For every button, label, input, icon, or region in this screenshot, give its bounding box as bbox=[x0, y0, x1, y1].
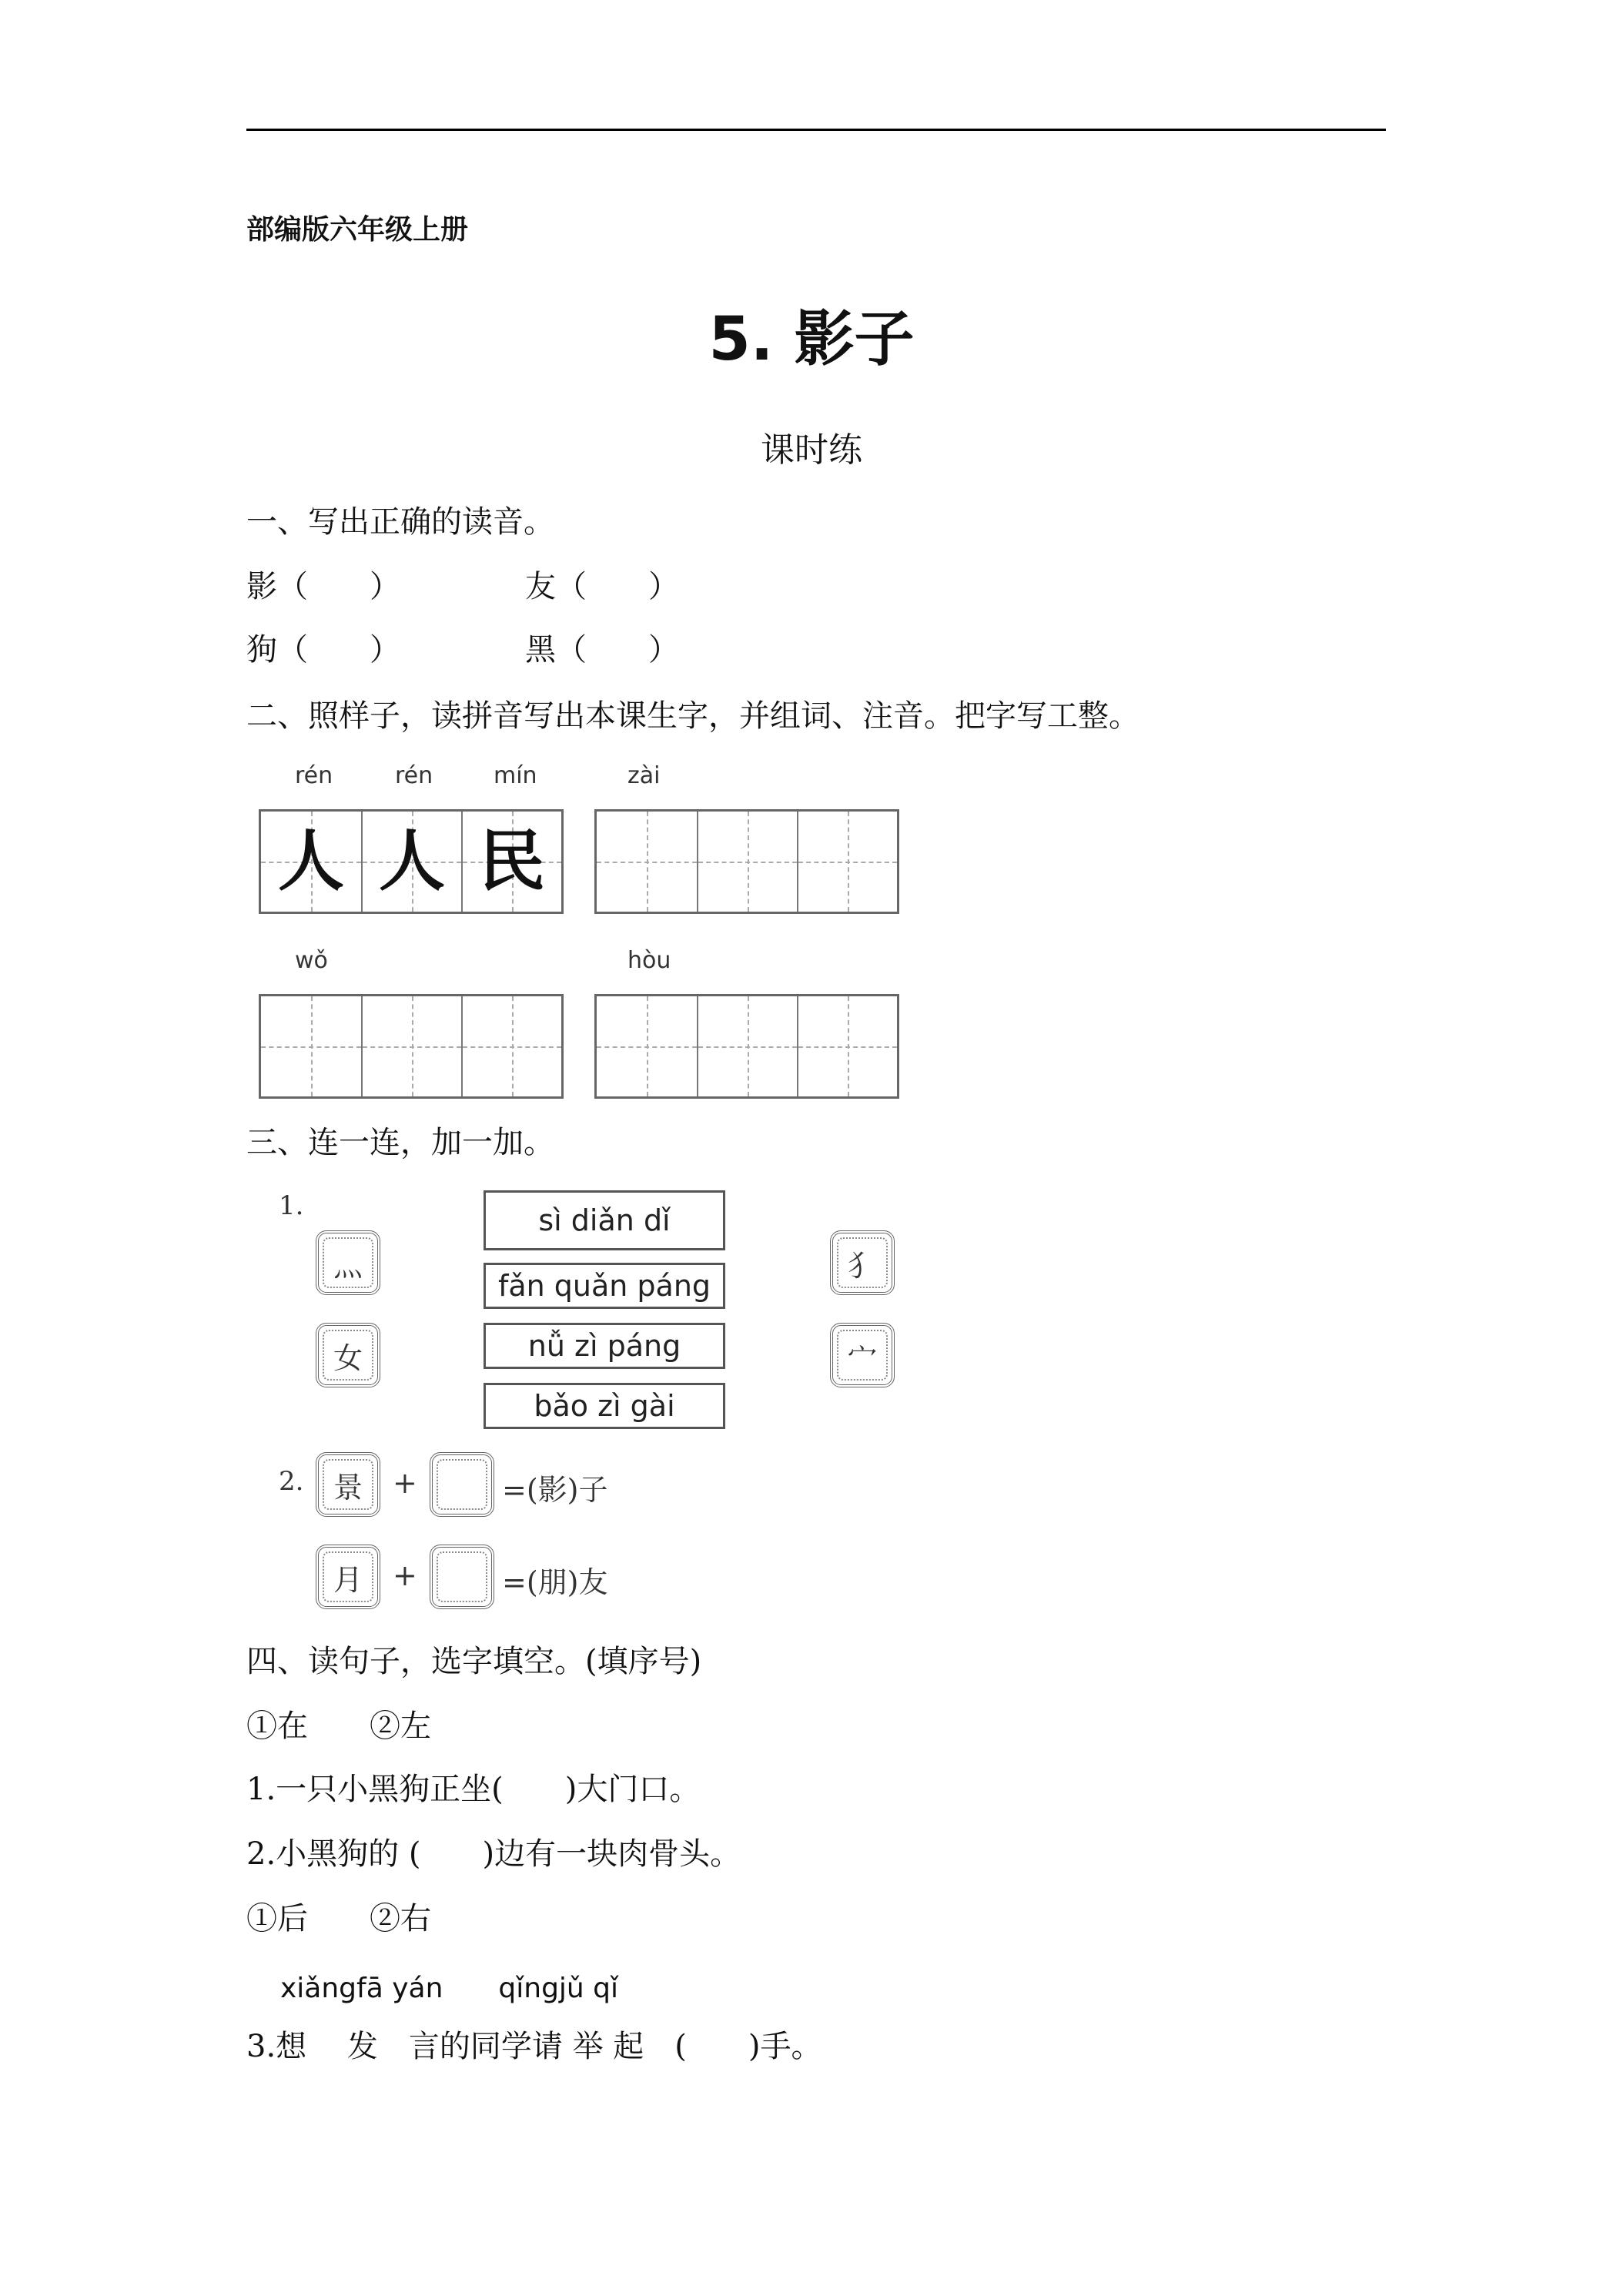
answer-frame[interactable] bbox=[430, 1545, 494, 1609]
question-1: 1.一只小黑狗正坐( )大门口。 bbox=[246, 1772, 701, 1807]
pinyin-label: zài bbox=[627, 762, 661, 789]
writing-cell bbox=[261, 812, 361, 912]
choice-options: ①后 ②右 bbox=[246, 1901, 431, 1936]
addend-frame bbox=[316, 1452, 380, 1517]
addend-frame bbox=[316, 1545, 380, 1609]
example-writing-grid bbox=[259, 809, 564, 914]
section3-heading: 三、连一连，加一加。 bbox=[246, 1125, 554, 1160]
question-3: 3.想 发 言的同学请 举 起 ( )手。 bbox=[246, 2029, 822, 2064]
question-2: 2.小黑狗的 ( )边有一块肉骨头。 bbox=[246, 1836, 741, 1872]
plus-sign: + bbox=[393, 1466, 417, 1500]
writing-cell bbox=[361, 812, 461, 912]
writing-cell[interactable] bbox=[597, 812, 697, 912]
writing-cell[interactable] bbox=[697, 996, 797, 1096]
pinyin-label: wǒ bbox=[295, 947, 328, 974]
equation-result: =(朋)友 bbox=[502, 1565, 608, 1599]
answer-frame[interactable] bbox=[430, 1452, 494, 1517]
pinyin-option-box[interactable]: nǚ zì páng bbox=[484, 1323, 725, 1369]
writing-cell[interactable] bbox=[797, 812, 897, 912]
writing-cell[interactable] bbox=[261, 996, 361, 1096]
pinyin-label: rén bbox=[295, 762, 333, 789]
radical-frame-left[interactable] bbox=[316, 1230, 380, 1295]
subtitle: 课时练 bbox=[761, 430, 862, 470]
plus-sign: + bbox=[393, 1558, 417, 1592]
writing-cell[interactable] bbox=[461, 996, 561, 1096]
pinyin-option-box[interactable]: bǎo zì gài bbox=[484, 1383, 725, 1429]
pinyin-label: hòu bbox=[627, 947, 671, 974]
reading-item: 影（ ） bbox=[246, 569, 400, 604]
section2-heading: 二、照样子，读拼音写出本课生字，并组词、注音。把字写工整。 bbox=[246, 698, 1139, 734]
radical-frame-right[interactable] bbox=[830, 1323, 895, 1387]
writing-cell[interactable] bbox=[597, 996, 697, 1096]
pinyin-label: rén bbox=[395, 762, 433, 789]
writing-cell[interactable] bbox=[697, 812, 797, 912]
writing-cell bbox=[461, 812, 561, 912]
pinyin-label: mín bbox=[494, 762, 537, 789]
header-rule bbox=[246, 129, 1386, 131]
pinyin-option-box[interactable]: sì diǎn dǐ bbox=[484, 1190, 725, 1250]
equation-result: =(影)子 bbox=[502, 1473, 608, 1507]
part2-label: 2. bbox=[279, 1466, 304, 1497]
writing-grid-wo bbox=[259, 994, 564, 1099]
addend-char: 景 bbox=[333, 1470, 363, 1504]
addend-char: 月 bbox=[333, 1562, 363, 1597]
edition-label: 部编版六年级上册 bbox=[246, 214, 469, 246]
reading-item: 友（ ） bbox=[525, 569, 679, 604]
part1-label: 1. bbox=[279, 1190, 304, 1221]
radical-frame-left[interactable] bbox=[316, 1323, 380, 1387]
writing-cell[interactable] bbox=[797, 996, 897, 1096]
example-char: 民 bbox=[479, 822, 545, 900]
reading-item: 黑（ ） bbox=[525, 632, 679, 668]
pinyin-line: xiǎngfā yán qǐngjǔ qǐ bbox=[280, 1973, 619, 2004]
example-char: 人 bbox=[278, 822, 344, 900]
radical-char: 宀 bbox=[847, 1340, 877, 1375]
section4-heading: 四、读句子，选字填空。(填序号) bbox=[246, 1644, 702, 1679]
radical-frame-right[interactable] bbox=[830, 1230, 895, 1295]
radical-char: 犭 bbox=[847, 1248, 877, 1283]
lesson-title: 5. 影子 bbox=[708, 305, 915, 374]
choice-options: ①在 ②左 bbox=[246, 1709, 431, 1744]
radical-char: 灬 bbox=[333, 1248, 363, 1283]
writing-grid-hou bbox=[594, 994, 899, 1099]
pinyin-option-box[interactable]: fǎn quǎn páng bbox=[484, 1263, 725, 1309]
writing-cell[interactable] bbox=[361, 996, 461, 1096]
writing-grid-zai bbox=[594, 809, 899, 914]
radical-char: 女 bbox=[333, 1340, 363, 1375]
reading-item: 狗（ ） bbox=[246, 632, 400, 668]
example-char: 人 bbox=[379, 822, 445, 900]
section1-heading: 一、写出正确的读音。 bbox=[246, 504, 554, 540]
